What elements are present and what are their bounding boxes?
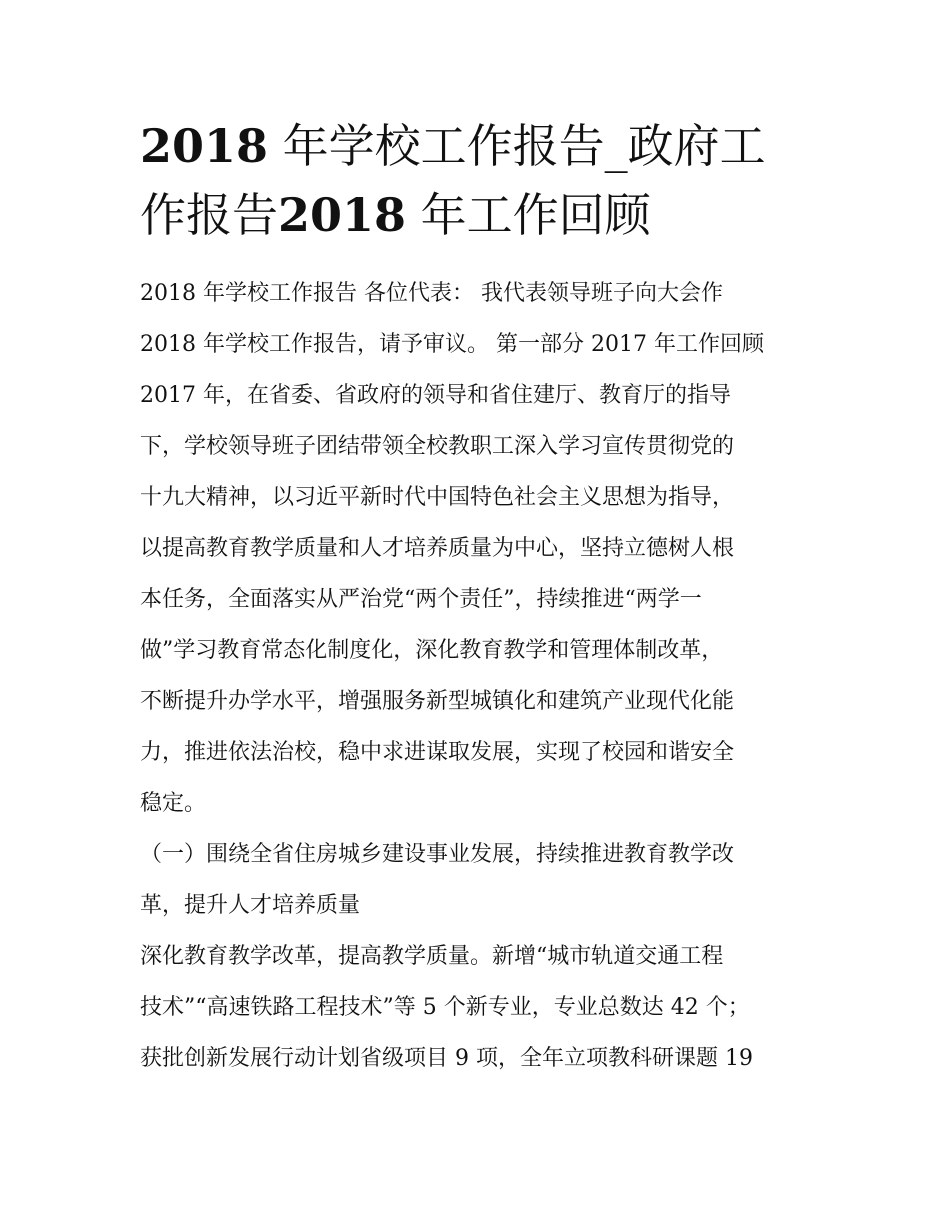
text-line: 技术”“高速铁路工程技术”等 5 个新专业，专业总数达 42 个； <box>140 995 750 1020</box>
heading-line: （一）围绕全省住房城乡建设事业发展，持续推进教育教学改 <box>140 842 735 867</box>
text-line: 获批创新发展行动计划省级项目 9 项，全年立项教科研课题 19 <box>140 1046 753 1071</box>
document-title <box>140 112 820 250</box>
text-line: 2017 年，在省委、省政府的领导和省住建厅、教育厅的指导 <box>140 383 731 408</box>
text-line: 深化教育教学改革，提高教学质量。新增“城市轨道交通工程 <box>140 944 724 969</box>
section-heading-1 <box>140 829 820 931</box>
text-line: 本任务，全面落实从严治党“两个责任”，持续推进“两学一 <box>140 587 702 612</box>
title-line-1 <box>140 112 820 181</box>
document-page <box>140 112 820 1084</box>
text-line: 以提高教育教学质量和人才培养质量为中心，坚持立德树人根 <box>140 536 735 561</box>
text-line: 稳定。 <box>140 791 207 816</box>
text-line: 2018 年学校工作报告，请予审议。 第一部分 2017 年工作回顾 <box>140 332 764 357</box>
heading-line: 革，提升人才培养质量 <box>140 893 361 918</box>
title-year: 2018 <box>140 119 269 173</box>
text-line: 下，学校领导班子团结带领全校教职工深入学习宣传贯彻党的 <box>140 434 735 459</box>
title-text: 年学校工作报告_政府工 <box>282 119 766 173</box>
document-body <box>140 268 820 1084</box>
text-line: 十九大精神，以习近平新时代中国特色社会主义思想为指导， <box>140 485 735 510</box>
text-line: 不断提升办学水平，增强服务新型城镇化和建筑产业现代化能 <box>140 689 735 714</box>
title-line-2 <box>140 181 820 250</box>
section-1-paragraph <box>140 931 820 1084</box>
title-text: 年工作回顾 <box>420 188 651 242</box>
paragraph-intro <box>140 268 820 829</box>
text-line: 力，推进依法治校，稳中求进谋取发展，实现了校园和谐安全 <box>140 740 735 765</box>
text-line: 2018 年学校工作报告 各位代表： 我代表领导班子向大会作 <box>140 281 723 306</box>
title-text-pre: 作报告 <box>140 188 278 242</box>
text-line: 做”学习教育常态化制度化，深化教育教学和管理体制改革， <box>140 638 724 663</box>
title-year: 2018 <box>278 188 407 242</box>
